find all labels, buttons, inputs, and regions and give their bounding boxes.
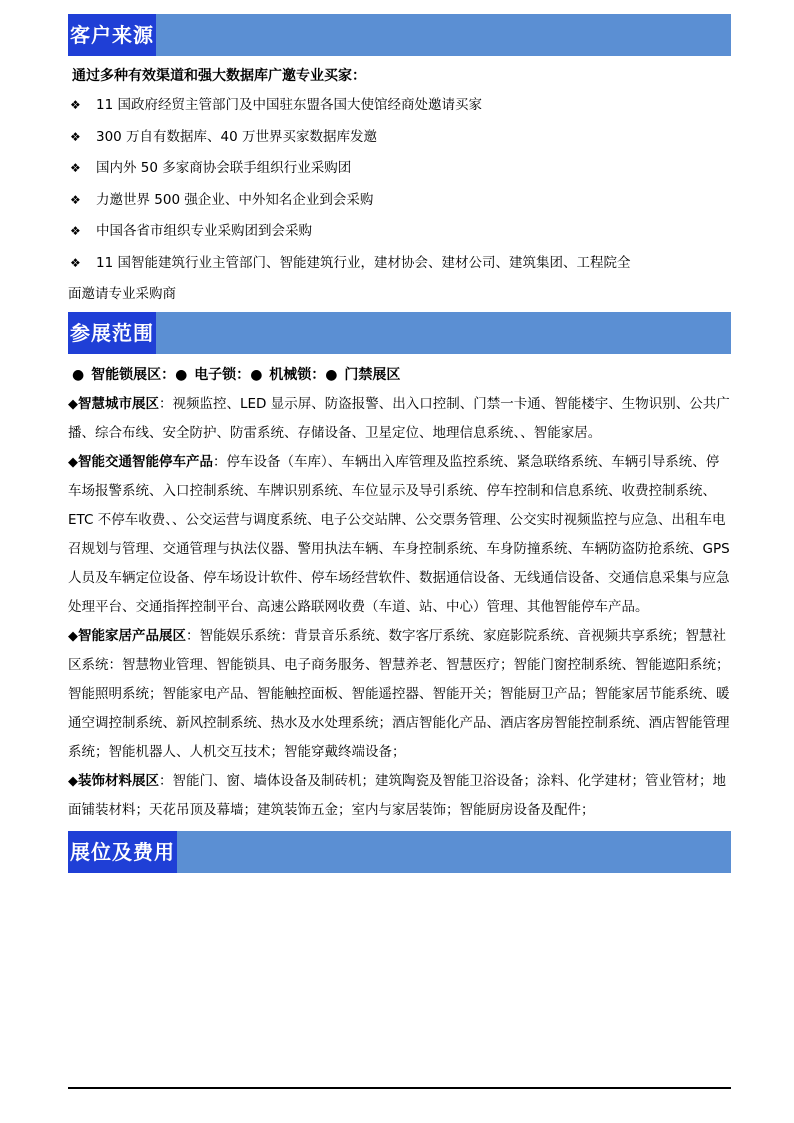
smart-city-paragraph: ◆智慧城市展区：视频监控、LED 显示屏、防盗报警、出入口控制、门禁一卡通、智能楼宇、生物识别、公共广播、综合布线、安全防护、防雷系统、存储设备、卫星定位、地理信息系统、、智能家居。 [68, 395, 730, 441]
bullet-dot-icon: ● [175, 366, 188, 383]
list-item: ❖ 国内外 50 多家商协会联手组织行业采购团 [68, 153, 731, 185]
parking-paragraph: ◆智能交通智能停车产品：停车设备（车库）、车辆出入库管理及监控系统、紧急联络系统、车辆引导系统、停车场报警系统、入口控制系统、车牌识别系统、车位显示及导引系统、停车控制和信息系统、收费控制系统、ETC 不停车收费、、公交运营与调度系统、电子公交站牌、公交票务管理、公交实时视频监控与应急、出租车电召规划与管理、交通管理与执法仪器、警用执法车辆、车身控制系统、车身防撞系统、车辆防盗防抢系统、GPS 人员及车辆定位设备、停车场设计软件、停车场经营软件、数据通信设备、无线通信设备、交通信息采集与应急处理平台、交通指挥控制平台、高速公路联网收费（车道、站、中心）管理、其他智能停车产品。 [68, 453, 730, 615]
diamond-bullet-icon: ❖ [70, 224, 81, 238]
document-page [68, 14, 731, 879]
list-item: ❖ 11 国智能建筑行业主管部门、智能建筑行业，建材协会、建材公司、建筑集团、工程院全 面邀请专业采购商 [68, 248, 731, 310]
section-title: 客户来源 [68, 14, 156, 56]
source-list [68, 90, 731, 310]
bullet-dot-icon: ● [325, 366, 338, 383]
list-item: ❖ 300 万自有数据库、40 万世界买家数据库发邀 [68, 122, 731, 154]
diamond-bullet-icon: ❖ [70, 255, 81, 270]
list-item: ❖ 11 国政府经贸主管部门及中国驻东盟各国大使馆经商处邀请买家 [68, 90, 731, 122]
bullet-dot-icon: ● [72, 366, 85, 383]
list-item: ❖ 力邀世界 500 强企业、中外知名企业到会采购 [68, 185, 731, 217]
diamond-bullet-icon: ❖ [70, 161, 81, 175]
section-header-source [68, 14, 731, 56]
smart-home-paragraph: ◆智能家居产品展区：智能娱乐系统：背景音乐系统、数字客厅系统、家庭影院系统、音视频共享系统；智慧社区系统：智慧物业管理、智能锁具、电子商务服务、智慧养老、智慧医疗；智能门窗控制系统、智能遮阳系统；智能照明系统；智能家电产品、智能触控面板、智能遥控器、智能开关；智能厨卫产品；智能家居节能系统、暖通空调控制系统、新风控制系统、热水及水处理系统；酒店智能化产品、酒店客房智能控制系统、酒店智能管理系统；智能机器人、人机交互技术；智能穿戴终端设备； [68, 627, 730, 760]
diamond-bullet-icon: ❖ [70, 192, 81, 207]
diamond-solid-icon: ◆ [68, 628, 78, 644]
source-intro: 通过多种有效渠道和强大数据库广邀专业买家： [72, 68, 366, 84]
diamond-solid-icon: ◆ [68, 396, 78, 412]
list-item: ❖ 中国各省市组织专业采购团到会采购 [68, 216, 731, 248]
diamond-bullet-icon: ❖ [70, 129, 81, 144]
section-header-scope [68, 312, 731, 354]
decoration-paragraph: ◆装饰材料展区：智能门、窗、墙体设备及制砖机；建筑陶瓷及智能卫浴设备；涂料、化学建材；管业管材；地面铺装材料；天花吊顶及幕墙；建筑装饰五金；室内与家居装饰；智能厨房设备及配件； [68, 772, 726, 818]
diamond-bullet-icon: ❖ [70, 98, 81, 112]
diamond-solid-icon: ◆ [68, 454, 78, 470]
footer-divider [68, 1087, 731, 1089]
section-title: 展位及费用 [68, 831, 177, 873]
diamond-solid-icon: ◆ [68, 773, 78, 789]
section-header-booth [68, 831, 731, 873]
section-title: 参展范围 [68, 312, 156, 354]
bullet-dot-icon: ● [250, 366, 263, 383]
lock-categories: ● 智能锁展区：● 电子锁：● 机械锁：● 门禁展区 [72, 366, 401, 383]
